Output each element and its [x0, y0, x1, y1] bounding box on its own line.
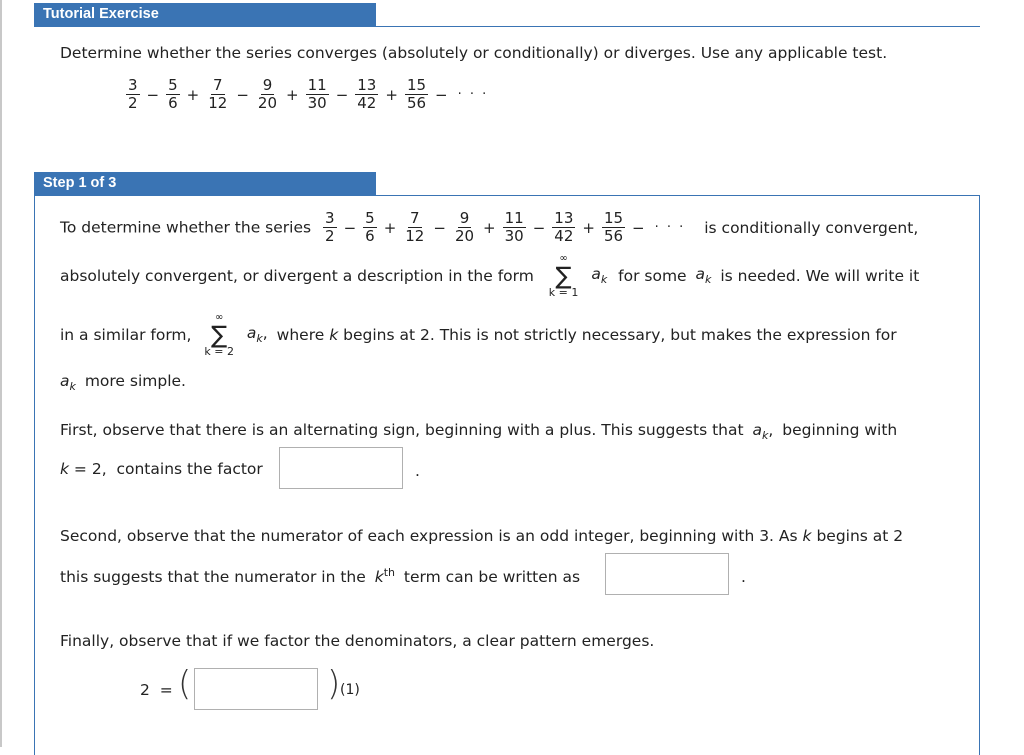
series-denominator: 30 — [307, 94, 327, 112]
series-denominator: 6 — [168, 94, 178, 112]
p1-lead-text: To determine whether the series — [60, 218, 312, 237]
p3-rest-text: begins at 2. This is not strictly necessary, but makes the expression for — [343, 326, 897, 344]
step-paragraph-5-line-1 — [60, 421, 897, 442]
step-series-fraction — [552, 210, 575, 245]
series-numerator: 5 — [168, 76, 178, 94]
k-variable-3: k — [802, 527, 812, 545]
step-series-operator: − — [532, 218, 546, 237]
step-series-fraction — [503, 210, 526, 245]
ak-term-4: $a_k$ — [60, 372, 76, 394]
sigma-icon: ∑ — [211, 321, 228, 349]
p6-tail-text: begins at 2 — [816, 527, 904, 545]
p2-mid-text: for some — [618, 267, 687, 285]
step-series-denominator: 2 — [325, 227, 335, 245]
series-numerator: 3 — [128, 76, 138, 94]
step-series-denominator: 6 — [365, 227, 375, 245]
step-series-numerator: 9 — [459, 209, 470, 227]
numerator-answer-input[interactable] — [605, 553, 729, 595]
series-operator: − — [335, 85, 349, 104]
step-paragraph-2 — [60, 253, 919, 299]
p3-where-text: where — [276, 326, 325, 344]
kth-term: $k^{th}$ — [374, 566, 395, 587]
p6-line2-lead-text: this suggests that the numerator in the — [60, 568, 366, 587]
step-series-ellipsis: · · · — [654, 220, 686, 235]
p5-line2-text: = 2, contains the factor — [73, 460, 263, 478]
series-numerator: 13 — [357, 76, 377, 94]
exercise-series — [125, 77, 492, 112]
step-series-denominator: 56 — [603, 227, 624, 245]
equation-label: (1) — [340, 682, 360, 698]
p2-tail-text: is needed. We will write it — [720, 267, 920, 285]
step-series-operator: + — [582, 218, 595, 237]
step-paragraph-3 — [60, 312, 897, 358]
series-operator: − — [236, 85, 249, 104]
right-paren: ) — [327, 664, 341, 704]
series-fraction — [166, 77, 180, 112]
step-series-numerator: 5 — [365, 209, 375, 227]
sigma-icon: ∑ — [555, 262, 572, 290]
ak-term-5: $a_k$, — [752, 421, 774, 443]
series-denominator: 20 — [257, 94, 278, 112]
p5-tail-text: beginning with — [782, 421, 898, 439]
p2-lead-text: absolutely convergent, or divergent a description in the form — [60, 267, 534, 285]
step-paragraph-5-line-2 — [60, 460, 263, 478]
step-series-numerator: 7 — [410, 209, 420, 227]
step-series-denominator: 30 — [504, 227, 524, 245]
step-series-operator: + — [483, 218, 496, 237]
k-variable-2: k — [60, 460, 69, 478]
period-1: . — [415, 462, 420, 480]
step-series-operator: − — [343, 218, 357, 237]
step-paragraph-4 — [60, 372, 186, 393]
step-paragraph-7: Finally, observe that if we factor the denominators, a clear pattern emerges. — [60, 632, 655, 650]
denominator-factor-input[interactable] — [194, 668, 318, 710]
p5-lead-text: First, observe that there is an alternating sign, beginning with a plus. This suggests that — [60, 421, 744, 439]
step-series-numerator: 11 — [504, 209, 524, 227]
sum-k2-symbol — [204, 312, 234, 358]
p3-lead-text: in a similar form, — [60, 326, 192, 344]
step-series-operator: − — [433, 218, 446, 237]
sum-k2-lower: k = 2 — [204, 345, 234, 358]
tutorial-header-rule — [34, 26, 980, 27]
step-series — [322, 210, 689, 245]
period-2: . — [741, 568, 746, 586]
series-fraction — [126, 77, 140, 112]
left-border — [0, 0, 2, 747]
step-series-denominator: 42 — [554, 227, 574, 245]
series-numerator: 11 — [307, 76, 327, 94]
step-series-fraction — [602, 210, 625, 245]
step-series-fraction — [453, 210, 476, 245]
series-numerator: 15 — [406, 76, 427, 94]
series-operator: + — [186, 85, 200, 104]
sum-k1-upper: ∞ — [559, 253, 568, 264]
series-denominator: 42 — [357, 94, 377, 112]
exercise-prompt: Determine whether the series converges (absolutely or conditionally) or diverges. Use any applicable test. — [60, 44, 888, 62]
step-series-denominator: 20 — [454, 227, 475, 245]
series-denominator: 12 — [208, 94, 228, 112]
step-series-denominator: 12 — [405, 227, 425, 245]
series-fraction — [256, 77, 279, 112]
series-numerator: 9 — [262, 76, 273, 94]
p1-tail-text: is conditionally convergent, — [704, 218, 919, 237]
tutorial-header: Tutorial Exercise — [34, 3, 376, 26]
series-fraction — [355, 77, 378, 112]
step-series-operator: − — [632, 218, 645, 237]
step-series-operator: + — [383, 218, 397, 237]
series-fraction — [405, 77, 428, 112]
step-series-fraction — [363, 210, 377, 245]
p6-line2-tail-text: term can be written as — [403, 568, 581, 587]
step-header: Step 1 of 3 — [34, 172, 376, 195]
step-paragraph-6-line-2 — [60, 566, 580, 586]
series-ellipsis: · · · — [457, 87, 489, 102]
series-operator: + — [286, 85, 299, 104]
equation-lead: 2 = — [140, 681, 173, 699]
p6-lead-text: Second, observe that the numerator of each expression is an odd integer, beginning with 3. As — [60, 527, 798, 545]
left-paren: ( — [178, 664, 192, 704]
k-variable: k — [329, 326, 339, 344]
step-series-numerator: 15 — [603, 209, 624, 227]
series-operator: + — [385, 85, 398, 104]
series-fraction — [306, 77, 329, 112]
step-series-fraction — [323, 210, 337, 245]
p4-tail-text: more simple. — [84, 372, 186, 390]
step-paragraph-6-line-1 — [60, 527, 903, 545]
factor-answer-input[interactable] — [279, 447, 403, 489]
step-series-numerator: 13 — [554, 209, 574, 227]
ak-term-2: $a_k$ — [695, 265, 712, 287]
step-series-numerator: 3 — [325, 209, 335, 227]
series-denominator: 2 — [128, 94, 138, 112]
sum-k1-lower: k = 1 — [548, 286, 579, 299]
series-operator: − — [435, 85, 448, 104]
sum-k2-upper: ∞ — [215, 312, 224, 323]
ak-term: $a_k$ — [591, 265, 608, 287]
step-series-fraction — [403, 210, 426, 245]
sum-k1-symbol — [549, 253, 579, 299]
series-operator: − — [146, 85, 160, 104]
series-fraction — [206, 77, 229, 112]
series-denominator: 56 — [406, 94, 427, 112]
step-paragraph-1 — [60, 210, 918, 245]
series-numerator: 7 — [213, 76, 223, 94]
ak-term-3: $a_k$, — [246, 324, 268, 346]
